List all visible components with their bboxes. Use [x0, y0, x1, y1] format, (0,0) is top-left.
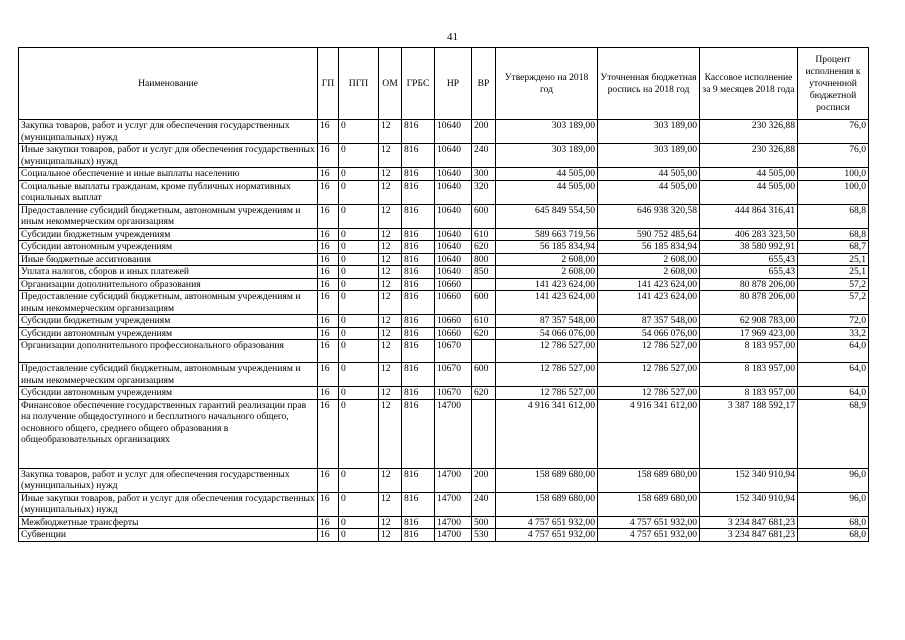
row-value-cell: 141 423 624,00 — [598, 278, 700, 291]
row-value-cell: 0 — [339, 315, 379, 328]
row-value-cell: 800 — [472, 253, 496, 266]
row-value-cell: 10640 — [435, 120, 472, 144]
table-row — [19, 228, 869, 241]
row-value-cell: 68,0 — [798, 529, 869, 542]
row-value-cell: 87 357 548,00 — [598, 315, 700, 328]
row-value-cell: 240 — [472, 144, 496, 168]
row-value-cell: 816 — [402, 120, 435, 144]
row-name-cell: Предоставление субсидий бюджетным, автономным учреждениям и иным некоммерческим организациям — [19, 363, 318, 387]
header-row — [19, 48, 869, 120]
row-value-cell: 610 — [472, 228, 496, 241]
row-value-cell: 68,8 — [798, 228, 869, 241]
header-cell: Уточненная бюджетная роспись на 2018 год — [598, 48, 700, 120]
row-value-cell: 16 — [318, 228, 339, 241]
row-value-cell: 589 663 719,56 — [496, 228, 598, 241]
row-value-cell: 141 423 624,00 — [598, 291, 700, 315]
row-value-cell: 3 234 847 681,23 — [700, 516, 798, 529]
row-value-cell: 44 505,00 — [496, 180, 598, 204]
row-value-cell: 816 — [402, 327, 435, 340]
row-value-cell: 816 — [402, 180, 435, 204]
row-value-cell: 12 786 527,00 — [598, 387, 700, 400]
row-value-cell: 12 — [379, 327, 402, 340]
row-value-cell: 3 234 847 681,23 — [700, 529, 798, 542]
row-value-cell: 57,2 — [798, 291, 869, 315]
row-value-cell: 62 908 783,00 — [700, 315, 798, 328]
row-value-cell: 25,1 — [798, 266, 869, 279]
row-value-cell: 10640 — [435, 241, 472, 254]
row-value-cell: 16 — [318, 363, 339, 387]
row-value-cell: 12 — [379, 120, 402, 144]
table-row — [19, 387, 869, 400]
row-value-cell: 12 — [379, 516, 402, 529]
row-value-cell: 12 — [379, 468, 402, 492]
row-value-cell: 12 — [379, 168, 402, 181]
row-value-cell: 17 969 423,00 — [700, 327, 798, 340]
row-value-cell: 816 — [402, 387, 435, 400]
row-value-cell: 10640 — [435, 168, 472, 181]
row-name-cell: Организации дополнительного профессионального образования — [19, 340, 318, 363]
row-value-cell: 16 — [318, 278, 339, 291]
row-value-cell: 16 — [318, 315, 339, 328]
row-value-cell: 68,9 — [798, 399, 869, 468]
row-value-cell: 96,0 — [798, 492, 869, 516]
row-value-cell: 816 — [402, 278, 435, 291]
row-value-cell: 12 — [379, 492, 402, 516]
table-row — [19, 468, 869, 492]
row-value-cell: 0 — [339, 529, 379, 542]
row-value-cell: 0 — [339, 492, 379, 516]
row-value-cell: 303 189,00 — [598, 120, 700, 144]
row-value-cell: 0 — [339, 266, 379, 279]
table-row — [19, 144, 869, 168]
row-value-cell: 80 878 206,00 — [700, 278, 798, 291]
row-value-cell: 152 340 910,94 — [700, 492, 798, 516]
table-row — [19, 291, 869, 315]
row-value-cell: 16 — [318, 399, 339, 468]
row-name-cell: Социальные выплаты гражданам, кроме публичных нормативных социальных выплат — [19, 180, 318, 204]
row-value-cell: 68,0 — [798, 516, 869, 529]
row-value-cell: 54 066 076,00 — [598, 327, 700, 340]
table-row — [19, 278, 869, 291]
row-value-cell: 816 — [402, 228, 435, 241]
row-value-cell: 4 757 651 932,00 — [598, 516, 700, 529]
row-value-cell: 10640 — [435, 180, 472, 204]
row-value-cell: 16 — [318, 241, 339, 254]
table-row — [19, 204, 869, 228]
row-value-cell: 16 — [318, 492, 339, 516]
row-value-cell: 64,0 — [798, 340, 869, 363]
row-value-cell: 4 757 651 932,00 — [496, 529, 598, 542]
row-value-cell: 600 — [472, 204, 496, 228]
row-value-cell: 230 326,88 — [700, 120, 798, 144]
row-value-cell: 56 185 834,94 — [598, 241, 700, 254]
row-value-cell: 610 — [472, 315, 496, 328]
row-value-cell: 16 — [318, 340, 339, 363]
row-value-cell: 240 — [472, 492, 496, 516]
row-value-cell: 816 — [402, 291, 435, 315]
row-value-cell: 76,0 — [798, 144, 869, 168]
row-value-cell: 816 — [402, 241, 435, 254]
row-value-cell: 10660 — [435, 291, 472, 315]
row-value-cell: 8 183 957,00 — [700, 363, 798, 387]
header-cell: Процент исполнения к уточненной бюджетной росписи — [798, 48, 869, 120]
row-value-cell: 158 689 680,00 — [496, 492, 598, 516]
row-value-cell: 12 — [379, 315, 402, 328]
table-row — [19, 327, 869, 340]
row-value-cell: 0 — [339, 204, 379, 228]
row-value-cell: 816 — [402, 363, 435, 387]
row-value-cell: 12 786 527,00 — [598, 340, 700, 363]
row-value-cell: 64,0 — [798, 363, 869, 387]
row-value-cell: 0 — [339, 241, 379, 254]
row-value-cell: 0 — [339, 327, 379, 340]
row-value-cell: 16 — [318, 266, 339, 279]
row-value-cell: 530 — [472, 529, 496, 542]
row-value-cell: 2 608,00 — [598, 266, 700, 279]
row-value-cell: 2 608,00 — [496, 253, 598, 266]
row-value-cell: 16 — [318, 327, 339, 340]
row-value-cell: 4 916 341 612,00 — [598, 399, 700, 468]
row-value-cell: 158 689 680,00 — [598, 492, 700, 516]
header-cell: ГРБС — [402, 48, 435, 120]
row-value-cell: 816 — [402, 168, 435, 181]
header-cell: Наименование — [19, 48, 318, 120]
row-value-cell: 96,0 — [798, 468, 869, 492]
row-value-cell: 80 878 206,00 — [700, 291, 798, 315]
row-value-cell: 303 189,00 — [496, 120, 598, 144]
row-value-cell: 816 — [402, 144, 435, 168]
row-value-cell: 303 189,00 — [598, 144, 700, 168]
row-value-cell: 10660 — [435, 278, 472, 291]
row-value-cell: 600 — [472, 363, 496, 387]
row-value-cell: 14700 — [435, 492, 472, 516]
row-value-cell: 620 — [472, 241, 496, 254]
row-value-cell: 12 — [379, 180, 402, 204]
row-value-cell: 16 — [318, 120, 339, 144]
table-row — [19, 168, 869, 181]
row-value-cell: 68,7 — [798, 241, 869, 254]
table-row — [19, 492, 869, 516]
row-value-cell: 655,43 — [700, 266, 798, 279]
row-value-cell: 816 — [402, 253, 435, 266]
row-value-cell: 303 189,00 — [496, 144, 598, 168]
table-row — [19, 120, 869, 144]
row-value-cell: 12 — [379, 144, 402, 168]
row-value-cell: 100,0 — [798, 180, 869, 204]
table-row — [19, 340, 869, 363]
row-value-cell: 0 — [339, 516, 379, 529]
row-name-cell: Иные закупки товаров, работ и услуг для обеспечения государственных (муниципальных) нужд — [19, 144, 318, 168]
row-value-cell: 12 — [379, 204, 402, 228]
row-name-cell: Субсидии бюджетным учреждениям — [19, 315, 318, 328]
row-value-cell: 590 752 485,64 — [598, 228, 700, 241]
header-cell: Утверждено на 2018 год — [496, 48, 598, 120]
row-value-cell: 44 505,00 — [598, 180, 700, 204]
row-value-cell: 12 — [379, 266, 402, 279]
header-cell: ГП — [318, 48, 339, 120]
row-value-cell: 16 — [318, 204, 339, 228]
row-value-cell — [472, 278, 496, 291]
row-value-cell: 12 786 527,00 — [496, 340, 598, 363]
row-value-cell — [472, 340, 496, 363]
row-value-cell: 816 — [402, 516, 435, 529]
table-row — [19, 315, 869, 328]
table-row — [19, 241, 869, 254]
row-value-cell: 14700 — [435, 399, 472, 468]
row-name-cell: Межбюджетные трансферты — [19, 516, 318, 529]
row-value-cell: 10640 — [435, 144, 472, 168]
row-name-cell: Закупка товаров, работ и услуг для обеспечения государственных (муниципальных) нужд — [19, 120, 318, 144]
row-name-cell: Иные закупки товаров, работ и услуг для обеспечения государственных (муниципальных) нужд — [19, 492, 318, 516]
row-value-cell: 12 — [379, 241, 402, 254]
row-value-cell: 68,8 — [798, 204, 869, 228]
row-value-cell: 10640 — [435, 204, 472, 228]
row-value-cell: 76,0 — [798, 120, 869, 144]
row-value-cell: 600 — [472, 291, 496, 315]
row-value-cell: 56 185 834,94 — [496, 241, 598, 254]
row-value-cell: 87 357 548,00 — [496, 315, 598, 328]
row-value-cell: 12 — [379, 278, 402, 291]
row-value-cell: 4 916 341 612,00 — [496, 399, 598, 468]
row-name-cell: Предоставление субсидий бюджетным, автономным учреждениям и иным некоммерческим организациям — [19, 291, 318, 315]
row-value-cell: 10640 — [435, 266, 472, 279]
row-value-cell: 8 183 957,00 — [700, 387, 798, 400]
row-value-cell: 200 — [472, 468, 496, 492]
row-value-cell: 16 — [318, 516, 339, 529]
row-value-cell: 14700 — [435, 529, 472, 542]
row-value-cell: 44 505,00 — [496, 168, 598, 181]
row-value-cell: 816 — [402, 529, 435, 542]
row-value-cell: 0 — [339, 180, 379, 204]
row-value-cell: 10640 — [435, 228, 472, 241]
row-value-cell: 200 — [472, 120, 496, 144]
page-number: 41 — [447, 31, 458, 43]
row-value-cell: 54 066 076,00 — [496, 327, 598, 340]
row-value-cell: 645 849 554,50 — [496, 204, 598, 228]
row-value-cell: 620 — [472, 387, 496, 400]
header-cell: ВР — [472, 48, 496, 120]
row-value-cell: 620 — [472, 327, 496, 340]
row-value-cell — [472, 399, 496, 468]
table-row — [19, 363, 869, 387]
row-value-cell: 12 786 527,00 — [496, 387, 598, 400]
row-value-cell: 816 — [402, 468, 435, 492]
row-name-cell: Субвенции — [19, 529, 318, 542]
row-value-cell: 816 — [402, 266, 435, 279]
row-value-cell: 57,2 — [798, 278, 869, 291]
row-value-cell: 38 580 992,91 — [700, 241, 798, 254]
row-value-cell: 816 — [402, 492, 435, 516]
row-value-cell: 646 938 320,58 — [598, 204, 700, 228]
row-value-cell: 406 283 323,50 — [700, 228, 798, 241]
row-value-cell: 152 340 910,94 — [700, 468, 798, 492]
row-value-cell: 816 — [402, 399, 435, 468]
row-value-cell: 4 757 651 932,00 — [598, 529, 700, 542]
row-value-cell: 10640 — [435, 253, 472, 266]
budget-table — [18, 47, 869, 542]
row-value-cell: 320 — [472, 180, 496, 204]
row-value-cell: 158 689 680,00 — [598, 468, 700, 492]
row-value-cell: 16 — [318, 144, 339, 168]
row-value-cell: 64,0 — [798, 387, 869, 400]
row-value-cell: 10670 — [435, 363, 472, 387]
row-value-cell: 230 326,88 — [700, 144, 798, 168]
header-cell: ОМ — [379, 48, 402, 120]
row-value-cell: 141 423 624,00 — [496, 291, 598, 315]
row-value-cell: 16 — [318, 387, 339, 400]
row-value-cell: 12 — [379, 399, 402, 468]
row-name-cell: Закупка товаров, работ и услуг для обеспечения государственных (муниципальных) нужд — [19, 468, 318, 492]
row-value-cell: 0 — [339, 168, 379, 181]
row-value-cell: 158 689 680,00 — [496, 468, 598, 492]
table-row — [19, 399, 869, 468]
row-value-cell: 12 — [379, 228, 402, 241]
row-name-cell: Социальное обеспечение и иные выплаты населению — [19, 168, 318, 181]
row-value-cell: 12 786 527,00 — [496, 363, 598, 387]
row-value-cell: 0 — [339, 278, 379, 291]
row-name-cell: Предоставление субсидий бюджетным, автономным учреждениям и иным некоммерческим организациям — [19, 204, 318, 228]
row-value-cell: 10660 — [435, 315, 472, 328]
row-value-cell: 12 — [379, 253, 402, 266]
row-value-cell: 100,0 — [798, 168, 869, 181]
row-value-cell: 0 — [339, 387, 379, 400]
row-value-cell: 14700 — [435, 516, 472, 529]
row-value-cell: 12 — [379, 340, 402, 363]
row-value-cell: 0 — [339, 228, 379, 241]
row-name-cell: Субсидии автономным учреждениям — [19, 327, 318, 340]
table-row — [19, 529, 869, 542]
row-value-cell: 16 — [318, 253, 339, 266]
row-value-cell: 816 — [402, 315, 435, 328]
row-name-cell: Финансовое обеспечение государственных гарантий реализации прав на получение общедоступного и бесплатного начального общего, основного общего, среднего общего образования в общеобразовательных организациях — [19, 399, 318, 468]
row-name-cell: Субсидии автономным учреждениям — [19, 241, 318, 254]
row-value-cell: 16 — [318, 468, 339, 492]
row-value-cell: 500 — [472, 516, 496, 529]
row-value-cell: 3 387 188 592,17 — [700, 399, 798, 468]
row-value-cell: 444 864 316,41 — [700, 204, 798, 228]
row-value-cell: 12 — [379, 363, 402, 387]
row-value-cell: 14700 — [435, 468, 472, 492]
row-value-cell: 12 — [379, 291, 402, 315]
row-value-cell: 72,0 — [798, 315, 869, 328]
row-value-cell: 0 — [339, 120, 379, 144]
row-value-cell: 16 — [318, 529, 339, 542]
table-row — [19, 180, 869, 204]
row-value-cell: 0 — [339, 291, 379, 315]
row-name-cell: Субсидии бюджетным учреждениям — [19, 228, 318, 241]
table-row — [19, 253, 869, 266]
row-value-cell: 0 — [339, 363, 379, 387]
row-value-cell: 655,43 — [700, 253, 798, 266]
row-value-cell: 16 — [318, 168, 339, 181]
row-value-cell: 816 — [402, 340, 435, 363]
table-row — [19, 266, 869, 279]
row-value-cell: 300 — [472, 168, 496, 181]
row-value-cell: 12 — [379, 387, 402, 400]
row-value-cell: 4 757 651 932,00 — [496, 516, 598, 529]
row-value-cell: 12 786 527,00 — [598, 363, 700, 387]
header-cell: Кассовое исполнение за 9 месяцев 2018 года — [700, 48, 798, 120]
row-value-cell: 141 423 624,00 — [496, 278, 598, 291]
row-name-cell: Иные бюджетные ассигнования — [19, 253, 318, 266]
row-value-cell: 2 608,00 — [598, 253, 700, 266]
row-value-cell: 44 505,00 — [700, 168, 798, 181]
row-name-cell: Уплата налогов, сборов и иных платежей — [19, 266, 318, 279]
row-value-cell: 0 — [339, 468, 379, 492]
row-name-cell: Организации дополнительного образования — [19, 278, 318, 291]
table-row — [19, 516, 869, 529]
row-value-cell: 8 183 957,00 — [700, 340, 798, 363]
row-value-cell: 816 — [402, 204, 435, 228]
row-value-cell: 0 — [339, 253, 379, 266]
row-value-cell: 12 — [379, 529, 402, 542]
header-cell: ПГП — [339, 48, 379, 120]
row-value-cell: 850 — [472, 266, 496, 279]
row-value-cell: 25,1 — [798, 253, 869, 266]
row-value-cell: 0 — [339, 340, 379, 363]
row-value-cell: 0 — [339, 399, 379, 468]
row-value-cell: 33,2 — [798, 327, 869, 340]
row-value-cell: 10670 — [435, 387, 472, 400]
row-value-cell: 10660 — [435, 327, 472, 340]
row-value-cell: 16 — [318, 291, 339, 315]
row-value-cell: 0 — [339, 144, 379, 168]
row-value-cell: 44 505,00 — [598, 168, 700, 181]
row-value-cell: 10670 — [435, 340, 472, 363]
row-value-cell: 2 608,00 — [496, 266, 598, 279]
header-cell: НР — [435, 48, 472, 120]
row-value-cell: 44 505,00 — [700, 180, 798, 204]
row-name-cell: Субсидии автономным учреждениям — [19, 387, 318, 400]
row-value-cell: 16 — [318, 180, 339, 204]
